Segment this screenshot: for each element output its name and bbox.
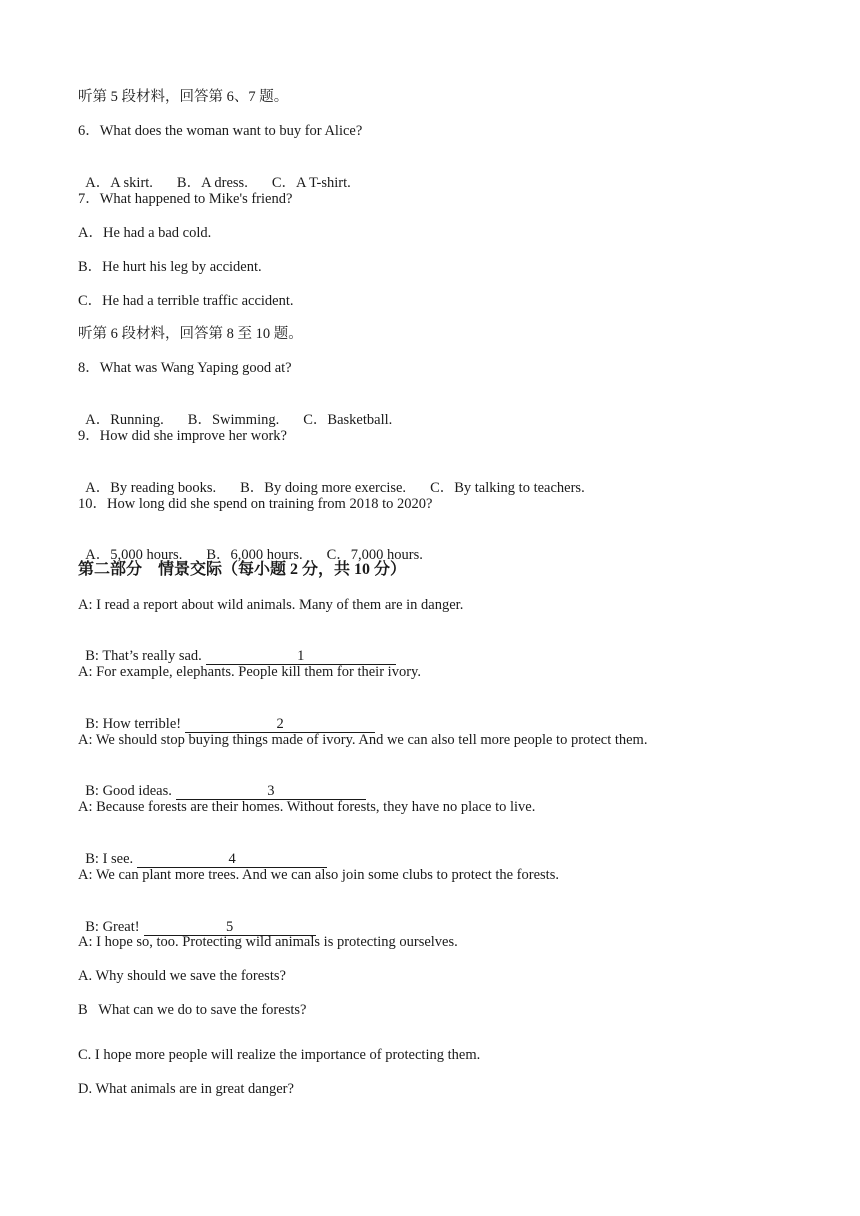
option-b: B．By doing more exercise. <box>240 480 407 496</box>
dialogue-line: A: We can plant more trees. And we can also join some clubs to protect the forests. <box>78 867 559 883</box>
section-intro-5: 听第 5 段材料，回答第 6、7 题。 <box>78 89 289 105</box>
dialogue-line: A: I hope so, too. Protecting wild animals is protecting ourselves. <box>78 934 458 950</box>
answer-blank[interactable]: 1 <box>206 648 396 665</box>
dialogue-text: B: Great! <box>85 919 140 935</box>
dialogue-line: A: We should stop buying things made of ivory. And we can also tell more people to protect them. <box>78 732 648 748</box>
dialogue-line <box>78 900 316 936</box>
option-c: C．7,000 hours. <box>326 547 423 563</box>
dialogue-line <box>78 629 396 665</box>
dialogue-line <box>78 764 366 800</box>
question-8-options <box>78 393 392 429</box>
answer-blank[interactable]: 2 <box>185 716 375 733</box>
option-b: B．A dress. <box>176 175 248 191</box>
option-a: A．Running. <box>85 412 164 428</box>
choice-a: A. Why should we save the forests? <box>78 968 286 984</box>
option-c: C．Basketball. <box>303 412 393 428</box>
question-9-stem: 9．How did she improve her work? <box>78 428 287 444</box>
question-9-options <box>78 461 585 497</box>
option-b: B．He hurt his leg by accident. <box>78 259 262 275</box>
dialogue-text: B: How terrible! <box>85 716 182 732</box>
option-a: A．He had a bad cold. <box>78 225 212 241</box>
question-8-stem: 8．What was Wang Yaping good at? <box>78 360 292 376</box>
dialogue-line <box>78 832 327 868</box>
part-heading: 第二部分 情景交际（每小题 2 分，共 10 分） <box>78 561 407 578</box>
answer-blank[interactable]: 5 <box>144 919 316 936</box>
question-6-options <box>78 156 351 192</box>
dialogue-line: A: Because forests are their homes. Without forests, they have no place to live. <box>78 799 536 815</box>
answer-blank[interactable]: 4 <box>137 851 327 868</box>
option-b: B．6,000 hours. <box>206 547 303 563</box>
dialogue-text: B: I see. <box>85 851 134 867</box>
dialogue-line <box>78 697 375 733</box>
question-7-stem: 7．What happened to Mike's friend? <box>78 191 293 207</box>
question-10-stem: 10．How long did she spend on training from 2018 to 2020? <box>78 496 433 512</box>
dialogue-text: B: That’s really sad. <box>85 648 202 664</box>
section-intro-6: 听第 6 段材料，回答第 8 至 10 题。 <box>78 326 303 342</box>
choice-d: D. What animals are in great danger? <box>78 1081 294 1097</box>
option-c: C．By talking to teachers. <box>430 480 585 496</box>
option-c: C．A T-shirt. <box>271 175 351 191</box>
choice-b: B What can we do to save the forests? <box>78 1002 307 1018</box>
answer-blank[interactable]: 3 <box>176 783 366 800</box>
option-a: A．A skirt. <box>85 175 153 191</box>
question-10-options <box>78 528 423 564</box>
dialogue-line: A: I read a report about wild animals. Many of them are in danger. <box>78 597 464 613</box>
dialogue-line: A: For example, elephants. People kill them for their ivory. <box>78 664 421 680</box>
dialogue-text: B: Good ideas. <box>85 783 172 799</box>
question-6-stem: 6．What does the woman want to buy for Alice? <box>78 123 363 139</box>
choice-c: C. I hope more people will realize the importance of protecting them. <box>78 1047 481 1063</box>
option-a: A．5,000 hours. <box>85 547 183 563</box>
option-b: B．Swimming. <box>187 412 280 428</box>
option-a: A．By reading books. <box>85 480 217 496</box>
option-c: C．He had a terrible traffic accident. <box>78 293 294 309</box>
